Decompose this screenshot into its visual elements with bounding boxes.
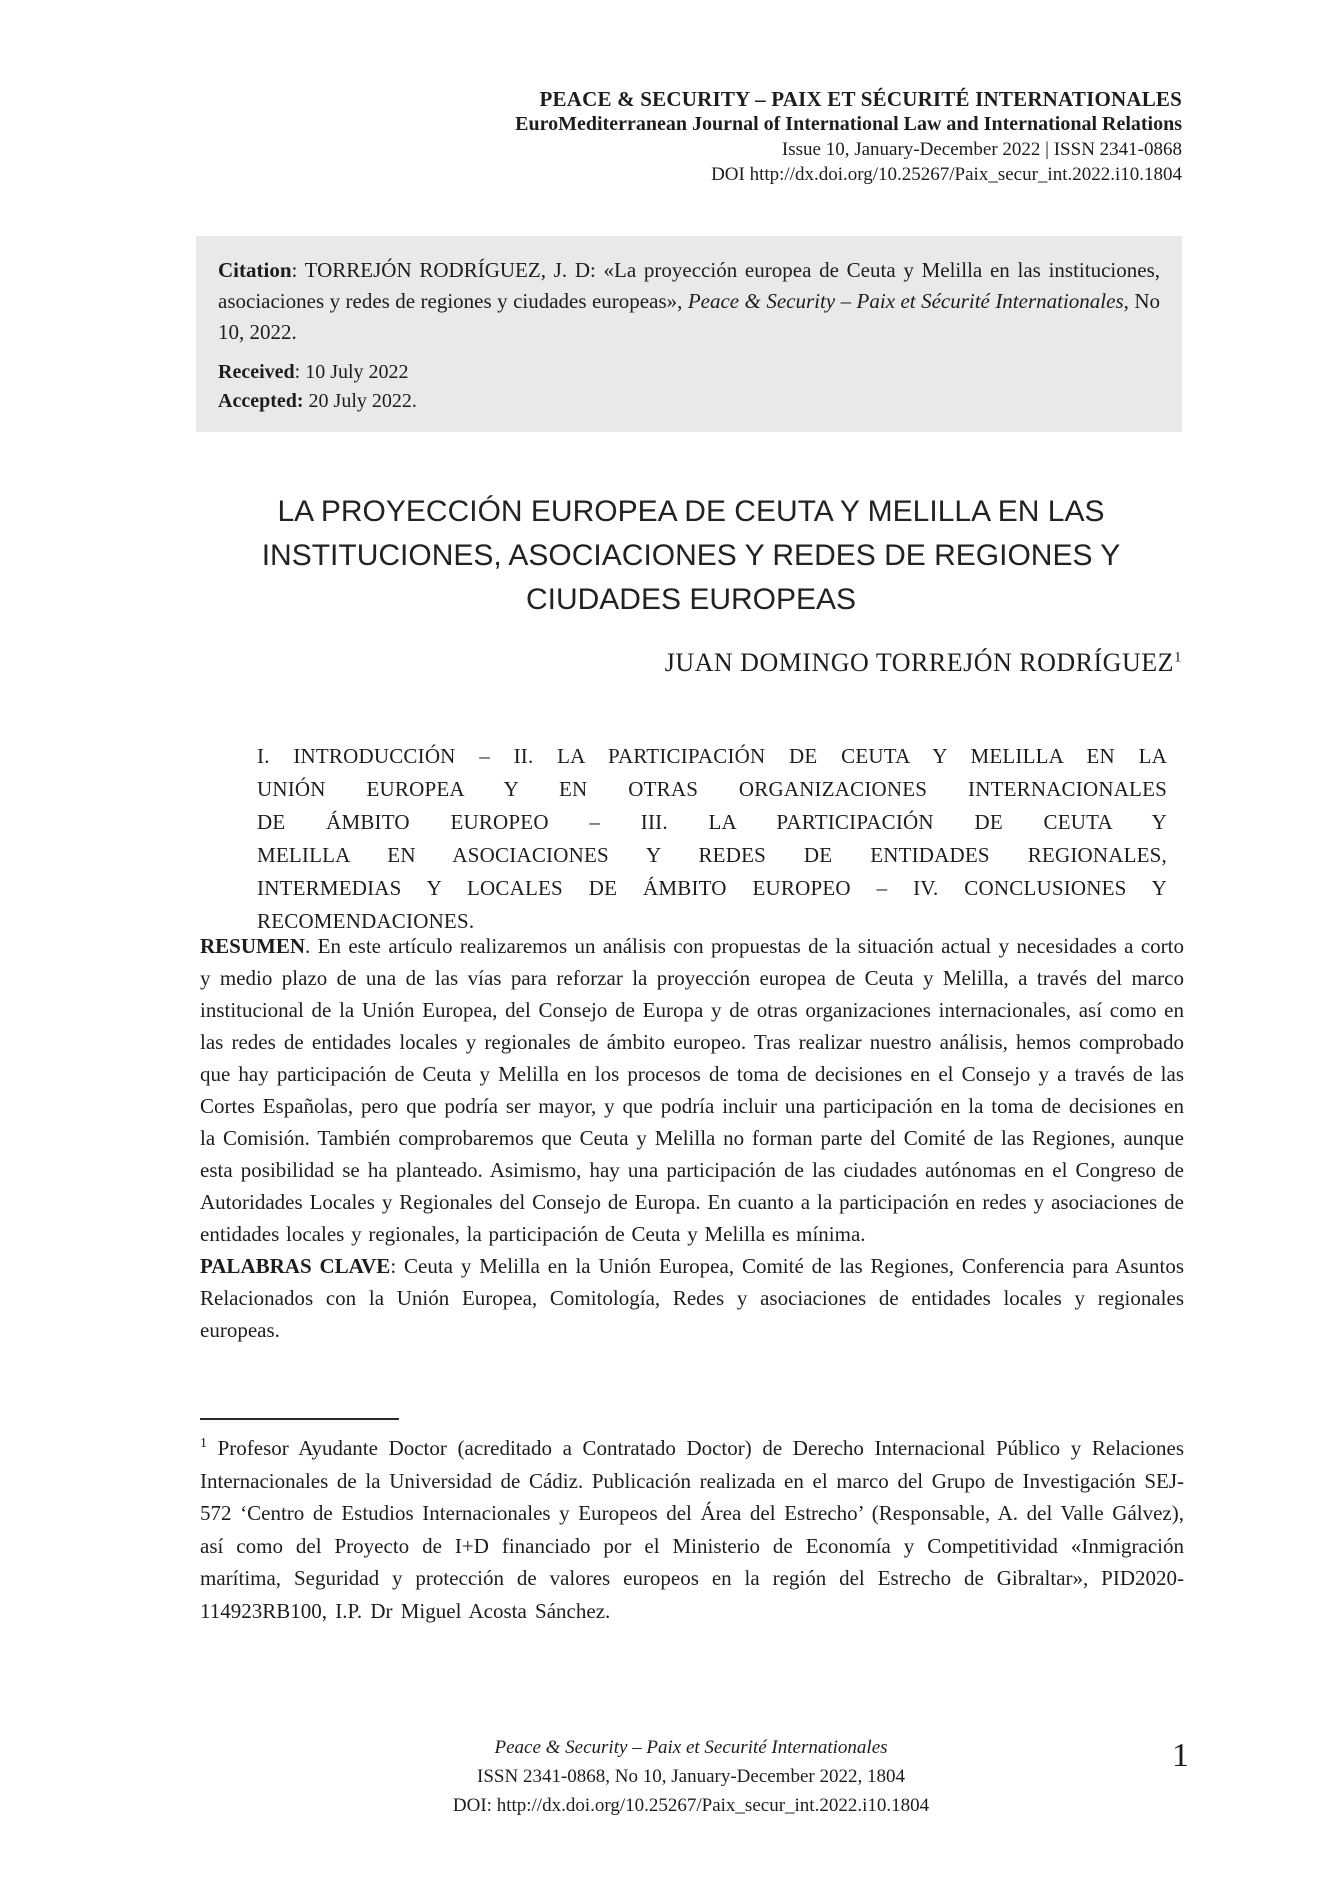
keywords-text: : Ceuta y Melilla en la Unión Europea, Comité de las Regiones, Conferencia para Asuntos Relacionados con la Unión Europea, Comitología, Redes y asociaciones de entidades locales y regionales europeas. <box>200 1254 1184 1342</box>
footer-doi-line: DOI: http://dx.doi.org/10.25267/Paix_secur_int.2022.i10.1804 <box>452 1795 930 1816</box>
journal-subtitle: EuroMediterranean Journal of International Law and International Relations <box>515 113 1182 135</box>
footnote <box>200 1432 1184 1627</box>
author-name <box>200 648 1182 678</box>
journal-title: PEACE & SECURITY – PAIX ET SÉCURITÉ INTERNATIONALES <box>539 87 1182 111</box>
keywords-label: PALABRAS CLAVE <box>200 1254 391 1278</box>
outline-line: RECOMENDACIONES. <box>257 909 475 933</box>
accepted-value: 20 July 2022. <box>303 390 417 412</box>
keywords-paragraph <box>200 1250 1184 1346</box>
article-title: LA PROYECCIÓN EUROPEA DE CEUTA Y MELILLA EN LAS INSTITUCIONES, ASOCIACIONES Y REDES DE REGIONES Y CIUDADES EUROPEAS <box>261 495 1121 616</box>
outline-line: I. INTRODUCCIÓN – II. LA PARTICIPACIÓN DE CEUTA Y MELILLA EN LA <box>257 744 1167 768</box>
outline-line: DE ÁMBITO EUROPEO – III. LA PARTICIPACIÓN DE CEUTA Y <box>257 810 1167 834</box>
accepted-label: Accepted: <box>218 390 304 412</box>
citation-text-after: , No 10, 2022. <box>218 289 1161 344</box>
page-number: 1 <box>1172 1737 1189 1774</box>
outline-line: INTERMEDIAS Y LOCALES DE ÁMBITO EUROPEO – IV. CONCLUSIONES Y <box>257 876 1167 900</box>
footnote-marker: 1 <box>200 1436 207 1451</box>
citation-journal-name: Peace & Security – Paix et Sécurité Internationales <box>687 289 1124 313</box>
accepted-line <box>218 387 1160 416</box>
header-doi-line: DOI http://dx.doi.org/10.25267/Paix_secur_int.2022.i10.1804 <box>711 164 1182 185</box>
received-label: Received <box>218 361 295 383</box>
author-name-text: JUAN DOMINGO TORREJÓN RODRÍGUEZ <box>664 648 1174 677</box>
abstract-text: . En este artículo realizaremos un análisis con propuestas de la situación actual y necesidades a corto y medio plazo de una de las vías para reforzar la proyección europea de Ceuta y Melilla, a través del marco institucional de la Unión Europea, del Consejo de Europa y de otras organizaciones internacionales, así como en las redes de entidades locales y regionales de ámbito europeo. Tras realizar nuestro análisis, hemos comprobado que hay participación de Ceuta y Melilla en los procesos de toma de decisiones en el Consejo y a través de las Cortes Españolas, pero que podría ser mayor, y que podría incluir una participación en la toma de decisiones en la Comisión. También comprobaremos que Ceuta y Melilla no forman parte del Comité de las Regiones, aunque esta posibilidad se ha planteado. Asimismo, hay una participación de las ciudades autónomas en el Congreso de Autoridades Locales y Regionales del Consejo de Europa. En cuanto a la participación en redes y asociaciones de entidades locales y regionales, la participación de Ceuta y Melilla es mínima. <box>200 934 1184 1246</box>
footer-journal-line: Peace & Security – Paix et Securité Internationales <box>494 1737 888 1758</box>
outline-line: UNIÓN EUROPEA Y EN OTRAS ORGANIZACIONES INTERNACIONALES <box>257 777 1167 801</box>
citation-text: : TORREJÓN RODRÍGUEZ, J. D: «La proyección europea de Ceuta y Melilla en las instituciones, asociaciones y redes de regiones y ciudades europeas», <box>218 258 1160 313</box>
journal-masthead <box>515 86 1182 187</box>
citation-paragraph <box>218 255 1160 348</box>
outline-line: MELILLA EN ASOCIACIONES Y REDES DE ENTIDADES REGIONALES, <box>257 843 1167 867</box>
citation-label: Citation <box>218 258 292 282</box>
abstract-block <box>200 930 1184 1346</box>
author-footnote-ref: 1 <box>1174 649 1182 666</box>
citation-box <box>196 236 1182 432</box>
page-footer <box>200 1733 1182 1820</box>
footnote-divider <box>200 1418 399 1420</box>
footer-issn-line: ISSN 2341-0868, No 10, January-December 2022, 1804 <box>477 1766 905 1787</box>
section-outline <box>257 740 1167 938</box>
footnote-text: Profesor Ayudante Doctor (acreditado a Contratado Doctor) de Derecho Internacional Público y Relaciones Internacionales de la Universidad de Cádiz. Publicación realizada en el marco del Grupo de Investigación SEJ-572 ‘Centro de Estudios Internacionales y Europeos del Área del Estrecho’ (Responsable, A. del Valle Gálvez), así como del Proyecto de I+D financiado por el Ministerio de Economía y Competitividad «Inmigración marítima, Seguridad y protección de valores europeos en la región del Estrecho de Gibraltar», PID2020-114923RB100, I.P. Dr Miguel Acosta Sánchez. <box>200 1436 1184 1623</box>
issue-issn-line: Issue 10, January-December 2022 | ISSN 2341-0868 <box>781 139 1182 160</box>
abstract-label: RESUMEN <box>200 934 306 958</box>
abstract-paragraph <box>200 930 1184 1250</box>
received-value: : 10 July 2022 <box>294 361 409 383</box>
received-line <box>218 358 1160 387</box>
